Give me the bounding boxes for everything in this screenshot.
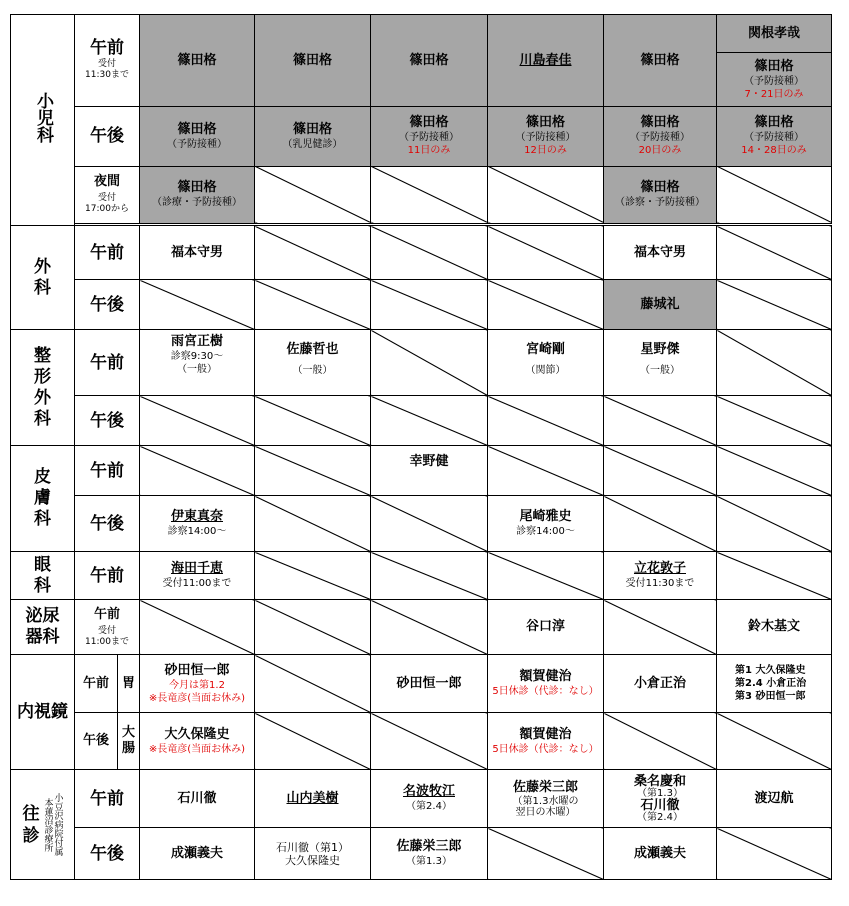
cell-empty — [488, 552, 604, 600]
cell-hv-pm-tue: 石川徹（第1） 大久保隆史 — [255, 828, 371, 880]
cell-endo-pm-thu: 額賀健治 5日休診（代診：なし） — [488, 713, 604, 770]
cell-hv-pm-mon: 成瀬義夫 — [140, 828, 255, 880]
cell-ped-night-fri: 篠田格 （診察・予防接種） — [604, 166, 717, 223]
dept-home-visit: 往 診 小豆沢病院付属 本蓮沼診療所 — [11, 770, 75, 880]
time-pm: 午後 — [75, 280, 140, 330]
dept-endoscopy: 内視鏡 — [11, 655, 75, 770]
cell-hv-am-tue: 山内美樹 — [255, 770, 371, 828]
cell-empty — [371, 166, 488, 223]
time-pm: 午後 — [75, 828, 140, 880]
cell-empty — [255, 396, 371, 446]
cell-derm-am-wed: 幸野健 — [371, 446, 488, 496]
cell-empty — [717, 226, 832, 280]
cell-endo-am-wed: 砂田恒一郎 — [371, 655, 488, 713]
cell-ped-pm-sat: 篠田格 （予防接種） 14・28日のみ — [717, 107, 832, 167]
cell-hv-pm-fri: 成瀬義夫 — [604, 828, 717, 880]
cell-empty — [371, 330, 488, 396]
cell-ped-am-thu: 川島春佳 — [488, 15, 604, 107]
cell-empty — [140, 446, 255, 496]
dept-pediatrics: 小児科 — [11, 15, 75, 226]
cell-ortho-am-mon: 雨宮正樹 診察9:30～ （一般） — [140, 330, 255, 396]
dept-surgery: 外 科 — [11, 226, 75, 330]
cell-empty — [255, 655, 371, 713]
exam-type-stomach: 胃 — [118, 655, 140, 713]
cell-empty — [255, 552, 371, 600]
cell-hv-am-wed: 名波牧江 （第2.4） — [371, 770, 488, 828]
cell-ortho-am-thu: 宮崎剛 （関節） — [488, 330, 604, 396]
time-am: 午前 — [75, 226, 140, 280]
cell-ped-am-sat-top: 関根孝哉 — [717, 15, 832, 53]
time-am: 午前 — [75, 552, 140, 600]
cell-ped-night-mon: 篠田格 （診療・予防接種） — [140, 166, 255, 223]
time-am: 午前 — [75, 655, 118, 713]
cell-empty — [255, 713, 371, 770]
cell-empty — [717, 496, 832, 552]
cell-empty — [255, 446, 371, 496]
cell-endo-am-thu: 額賀健治 5日休診（代診：なし） — [488, 655, 604, 713]
cell-ped-pm-fri: 篠田格 （予防接種） 20日のみ — [604, 107, 717, 167]
cell-eye-am-mon: 海田千恵 受付11:00まで — [140, 552, 255, 600]
cell-empty — [604, 446, 717, 496]
cell-endo-am-sat: 第1 大久保隆史 第2.4 小倉正治 第3 砂田恒一郎 — [717, 655, 832, 713]
cell-empty — [255, 280, 371, 330]
cell-empty — [488, 396, 604, 446]
cell-empty — [717, 446, 832, 496]
cell-ped-pm-wed: 篠田格 （予防接種） 11日のみ — [371, 107, 488, 167]
cell-endo-am-mon: 砂田恒一郎 今月は第1.2 ※長竜彦(当面お休み) — [140, 655, 255, 713]
cell-empty — [371, 496, 488, 552]
time-am: 午前 受付 11:00まで — [75, 600, 140, 655]
time-pm: 午後 — [75, 396, 140, 446]
cell-surg-am-mon: 福本守男 — [140, 226, 255, 280]
time-am: 午前 — [75, 770, 140, 828]
cell-hv-am-sat: 渡辺航 — [717, 770, 832, 828]
cell-empty — [140, 396, 255, 446]
cell-empty — [371, 280, 488, 330]
cell-empty — [488, 446, 604, 496]
cell-ped-am-wed: 篠田格 — [371, 15, 488, 107]
cell-empty — [717, 280, 832, 330]
cell-empty — [140, 280, 255, 330]
cell-empty — [604, 496, 717, 552]
cell-surg-pm-fri: 藤城礼 — [604, 280, 717, 330]
time-am: 午前 受付 11:30まで — [75, 15, 140, 107]
clinic-schedule-table — [10, 14, 832, 880]
cell-empty — [371, 713, 488, 770]
cell-uro-am-thu: 谷口淳 — [488, 600, 604, 655]
home-visit-clinic-note: 小豆沢病院付属 本蓮沼診療所 — [42, 793, 63, 856]
cell-ped-am-tue: 篠田格 — [255, 15, 371, 107]
dept-dermatology: 皮 膚 科 — [11, 446, 75, 552]
cell-empty — [717, 713, 832, 770]
time-pm: 午後 — [75, 496, 140, 552]
cell-empty — [717, 166, 832, 223]
cell-ped-am-sat-bottom: 篠田格 （予防接種） 7・21日のみ — [717, 53, 832, 107]
cell-eye-am-fri: 立花敦子 受付11:30まで — [604, 552, 717, 600]
cell-empty — [255, 226, 371, 280]
time-am: 午前 — [75, 330, 140, 396]
cell-empty — [717, 828, 832, 880]
time-night: 夜間 受付 17:00から — [75, 166, 140, 223]
cell-hv-pm-wed: 佐藤栄三郎 （第1.3） — [371, 828, 488, 880]
time-pm: 午後 — [75, 713, 118, 770]
cell-endo-pm-mon: 大久保隆史 ※長竜彦(当面お休み) — [140, 713, 255, 770]
cell-surg-am-fri: 福本守男 — [604, 226, 717, 280]
dept-ophthalmology: 眼 科 — [11, 552, 75, 600]
cell-empty — [488, 166, 604, 223]
cell-ortho-am-fri: 星野傑 （一般） — [604, 330, 717, 396]
time-am: 午前 — [75, 446, 140, 496]
time-pm: 午後 — [75, 107, 140, 167]
cell-empty — [255, 600, 371, 655]
cell-empty — [717, 552, 832, 600]
cell-hv-am-mon: 石川徹 — [140, 770, 255, 828]
dept-urology: 泌尿 器科 — [11, 600, 75, 655]
cell-empty — [371, 226, 488, 280]
cell-empty — [371, 552, 488, 600]
cell-empty — [140, 600, 255, 655]
cell-empty — [717, 330, 832, 396]
cell-empty — [371, 600, 488, 655]
cell-empty — [371, 396, 488, 446]
cell-empty — [604, 600, 717, 655]
cell-ped-am-fri: 篠田格 — [604, 15, 717, 107]
cell-empty — [488, 226, 604, 280]
cell-empty — [717, 396, 832, 446]
exam-type-colon: 大腸 — [118, 713, 140, 770]
cell-empty — [488, 280, 604, 330]
cell-uro-am-sat: 鈴木基文 — [717, 600, 832, 655]
cell-endo-am-fri: 小倉正治 — [604, 655, 717, 713]
cell-empty — [488, 828, 604, 880]
dept-orthopedics: 整 形 外 科 — [11, 330, 75, 446]
cell-derm-pm-thu: 尾崎雅史 診察14:00～ — [488, 496, 604, 552]
cell-ped-pm-tue: 篠田格 （乳児健診） — [255, 107, 371, 167]
cell-derm-pm-mon: 伊東真奈 診察14:00～ — [140, 496, 255, 552]
cell-ortho-am-tue: 佐藤哲也 （一般） — [255, 330, 371, 396]
cell-empty — [255, 166, 371, 223]
cell-ped-pm-thu: 篠田格 （予防接種） 12日のみ — [488, 107, 604, 167]
cell-empty — [604, 713, 717, 770]
cell-ped-am-mon: 篠田格 — [140, 15, 255, 107]
cell-empty — [255, 496, 371, 552]
cell-hv-am-fri: 桑名慶和 （第1.3） 石川徹 （第2.4） — [604, 770, 717, 828]
cell-ped-pm-mon: 篠田格 （予防接種） — [140, 107, 255, 167]
cell-hv-am-thu: 佐藤栄三郎 （第1.3水曜の 翌日の木曜） — [488, 770, 604, 828]
cell-empty — [604, 396, 717, 446]
